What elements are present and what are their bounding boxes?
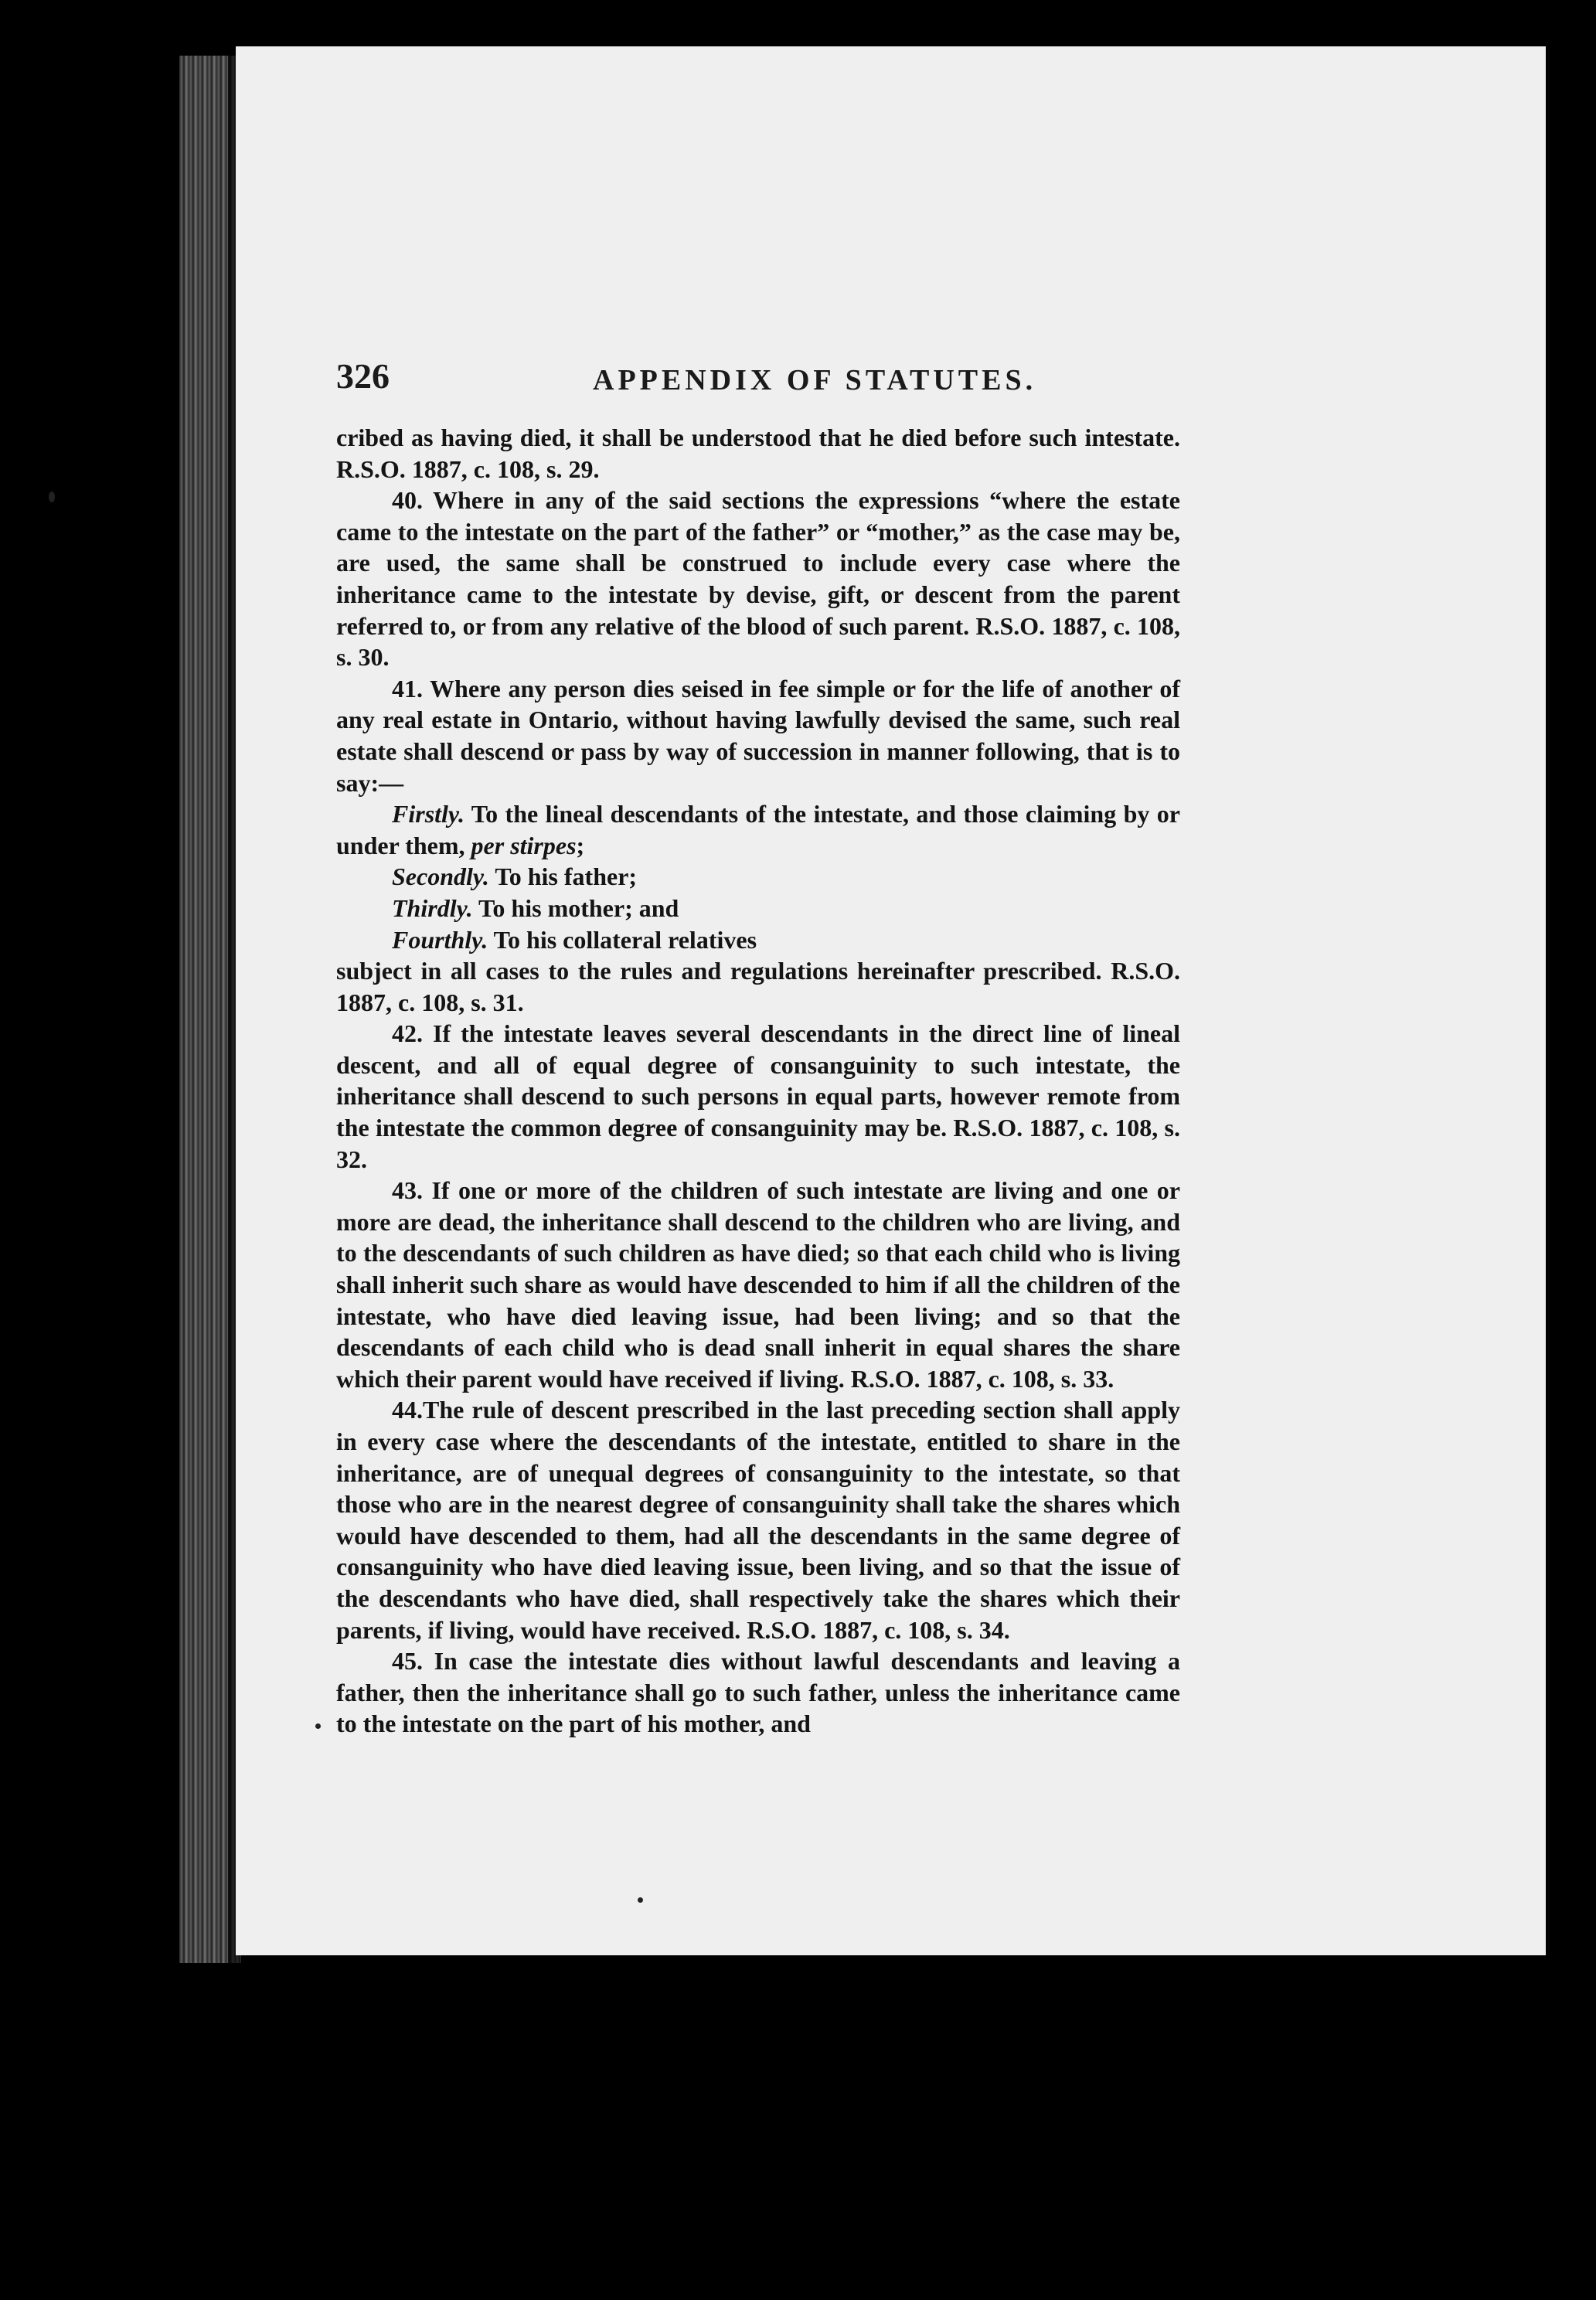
section-42: 42. If the intestate leaves several descendants in the direct line of lineal descent, and all of equal degree of consanguinity to such intestate, the inheritance shall descend to such persons in equal parts, however remote from the intestate the common degree of consanguinity may be. R.S.O. 1887, c. 108, s. 32.	[336, 1019, 1181, 1173]
enumeration-fourthly: Fourthly. To his collateral relatives	[392, 925, 757, 954]
section-number: 43.	[392, 1176, 423, 1205]
enumeration-firstly: Firstly. To the lineal descendants of the intestate, and those claiming by or under them, per stirpes;	[336, 800, 1180, 859]
section-43: 43. If one or more of the children of such intestate are living and one or more are dead, the inheritance shall descend to the children who are living, and to the descendants of such children as have died; so that each child who is living shall inherit such share as would have descended to him if all the children of the intestate, who have died leaving issue, had been living; and so that the descendants of each child who is dead snall inherit in equal shares the share which their parent would have received if living. R.S.O. 1887, c. 108, s. 33.	[336, 1176, 1181, 1393]
section-41: 41. Where any person dies seised in fee simple or for the life of another of any real estate in Ontario, without having lawfully devised the same, such real estate shall descend or pass by way of succession in manner following, that is to say:—	[336, 674, 1181, 797]
enumeration-conclusion: subject in all cases to the rules and regulations hereinafter prescribed. R.S.O. 1887, c. 108, s. 31.	[336, 957, 1180, 1016]
section-44: 44.The rule of descent prescribed in the last preceding section shall apply in every case where the descendants of the intestate, entitled to share in the inheritance, are of unequal degrees of consanguinity to the intestate, so that those who are in the nearest degree of consanguinity shall take the shares which would have descended to them, had all the descendants in the same degree of consanguinity who have died leaving issue, been living, and so that the issue of the descendants who have died, shall respectively take the shares which their parents, if living, would have received. R.S.O. 1887, c. 108, s. 34.	[336, 1396, 1180, 1644]
section-number: 45.	[392, 1647, 423, 1676]
statute-text	[336, 422, 1180, 1740]
enumeration-secondly: Secondly. To his father;	[392, 862, 638, 891]
scan-speck	[638, 1897, 643, 1903]
running-head: APPENDIX OF STATUTES.	[593, 364, 1037, 396]
enumeration-label: Secondly.	[392, 862, 489, 891]
scan-speck	[49, 492, 55, 502]
enumeration-label: Fourthly.	[392, 925, 488, 954]
scan-speck	[315, 1723, 321, 1729]
book-page	[236, 46, 1546, 1955]
enumeration-label: Thirdly.	[392, 893, 473, 922]
section-number: 41.	[392, 674, 423, 703]
enumeration-label: Firstly.	[392, 800, 465, 828]
enumeration-thirdly: Thirdly. To his mother; and	[392, 893, 679, 922]
section-45: 45. In case the intestate dies without lawful descendants and leaving a father, then the inheritance shall go to such father, unless the inheritance came to the intestate on the part of his mother, and	[336, 1647, 1181, 1738]
section-number: 42.	[392, 1019, 423, 1048]
section-40: 40. Where in any of the said sections the expressions “where the estate came to the intestate on the part of the father” or “mother,” as the case may be, are used, the same shall be construed to include every case where the inheritance came to the intestate by devise, gift, or descent from the parent referred to, or from any relative of the blood of such parent. R.S.O. 1887, c. 108, s. 30.	[336, 486, 1181, 672]
section-number: 40.	[392, 486, 423, 515]
page-content	[336, 356, 1418, 1740]
section-number: 44.	[392, 1396, 423, 1424]
continued-paragraph: cribed as having died, it shall be understood that he died before such intestate. R.S.O. 1887, c. 108, s. 29.	[336, 424, 1180, 483]
page-number: 326	[336, 356, 390, 396]
page-header	[336, 356, 1418, 402]
